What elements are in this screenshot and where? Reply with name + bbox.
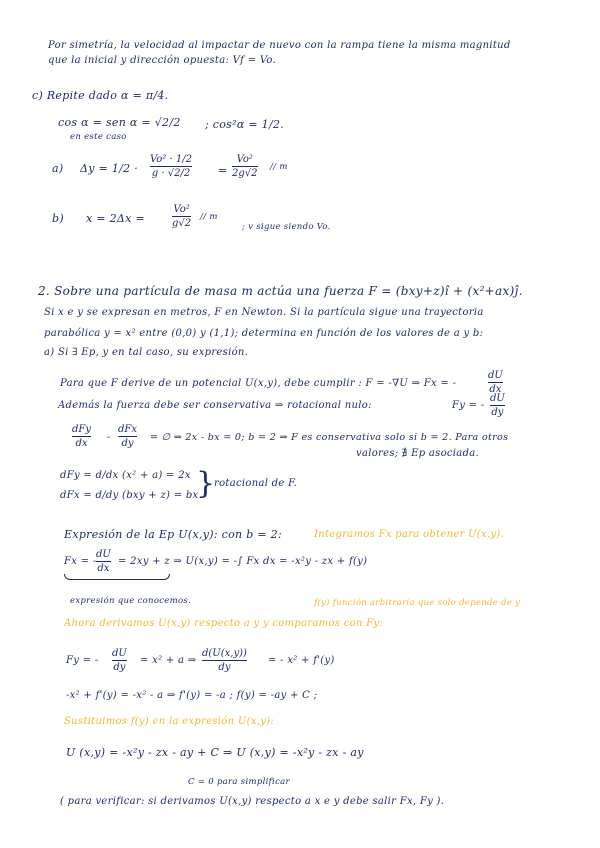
u-final: U (x,y) = -x²y - zx - ay + C ⇒ U (x,y) = -x²y - zx - ay [66, 746, 364, 759]
case-c-cos-sen: cos α = sen α = √2/2 [58, 116, 181, 129]
case-c-heading: c) Repite dado α = π/4. [32, 89, 169, 102]
case-c-b-note: ; v sigue siendo Vo. [242, 222, 331, 232]
case-c-a-lhs: Δy = 1/2 · [80, 162, 139, 175]
case-c-b-fraction [172, 204, 191, 229]
rotational-label: rotacional de F. [214, 478, 298, 489]
intro-line-2: que la inicial y dirección opuesta: Vf = Vo. [48, 55, 277, 66]
fx-fraction [96, 549, 111, 574]
fy-lhs: Fy = - [452, 400, 485, 411]
fy2-frac2-den: dy [218, 662, 231, 673]
fy2-frac-num: dU [112, 648, 127, 659]
rot-term-1-den: dx [75, 438, 88, 449]
fy-frac-den: dy [491, 407, 504, 418]
substitute-heading: Sustituimos f(y) en la expresión U(x,y): [64, 716, 275, 727]
case-c-b-numerator: Vo² [173, 204, 190, 215]
fx-frac-den: dx [97, 563, 110, 574]
f-prime-line: -x² + f'(y) = -x² - a ⇒ f'(y) = -a ; f(y) = -ay + C ; [66, 690, 318, 701]
conservative-note: Además la fuerza debe ser conservativa ⇒ rotacional nulo: [58, 400, 372, 411]
fraction-bar [112, 660, 127, 661]
case-c-cos2: ; cos²α = 1/2. [205, 118, 285, 131]
problem-2-part-a: a) Si ∃ Ep, y en tal caso, su expresión. [44, 347, 249, 358]
condition-fraction [488, 370, 503, 395]
rot-minus: - [107, 432, 111, 443]
condition-frac-num: dU [488, 370, 503, 381]
case-c-a-fraction [150, 154, 192, 179]
integrate-hint: Integramos Fx para obtener U(x,y). [314, 529, 505, 540]
fx-integration: = 2xy + z ⇒ U(x,y) = -∫ Fx dx = -x²y - zx + f(y) [118, 556, 368, 567]
fraction-bar [72, 436, 91, 437]
underbrace [64, 574, 170, 580]
fy2-rest: = - x² + f'(y) [268, 655, 335, 666]
intro-line-1: Por simetría, la velocidad al impactar de nuevo con la rampa tiene la misma magnitud [48, 40, 511, 51]
case-c-a-result [232, 154, 258, 179]
fy2-fraction-2 [202, 648, 247, 673]
dfy-line: dFy = d/dx (x² + a) = 2x [60, 470, 191, 481]
problem-2-statement: 2. Sobre una partícula de masa m actúa una fuerza F = (bxy+z)î + (x²+ax)ĵ. [38, 284, 523, 298]
rot-term-2 [118, 424, 137, 449]
fy2-fraction [112, 648, 127, 673]
rot-term-2-den: dy [121, 438, 134, 449]
case-c-note: en este caso [70, 132, 127, 142]
derive-y-heading: Ahora derivamos U(x,y) respecto a y y comparamos con Fy: [64, 618, 383, 629]
fy2-lhs: Fy = - [66, 655, 99, 666]
case-c-a-result-den: 2g√2 [232, 168, 258, 179]
fy-function-note: f(y) función arbitraria que solo depende de y [314, 598, 521, 608]
fraction-bar [172, 216, 191, 217]
potential-condition: Para que F derive de un potencial U(x,y), debe cumplir : F = -∇U ⇒ Fx = - [60, 378, 457, 389]
condition-frac-den: dx [489, 384, 502, 395]
rot-result-2: valores; ∄ Ep asociada. [356, 448, 480, 459]
problem-2-line-3: parabólica y = x² entre (0,0) y (1,1); determina en función de los valores de a y b: [44, 328, 484, 339]
fraction-bar [118, 436, 137, 437]
fx-lhs: Fx = - [64, 556, 97, 567]
dfx-line: dFx = d/dy (bxy + z) = bx [60, 490, 199, 501]
case-c-a-numerator: Vo² · 1/2 [150, 154, 192, 165]
fx-frac-num: dU [96, 549, 111, 560]
fy-fraction [490, 393, 505, 418]
case-c-a-label: a) [52, 162, 64, 175]
fy2-frac2-num: d(U(x,y)) [202, 648, 247, 659]
rot-term-1-num: dFy [72, 424, 91, 435]
case-c-a-denominator: g · √2/2 [151, 168, 191, 179]
fraction-bar [488, 382, 503, 383]
rot-term-2-num: dFx [118, 424, 137, 435]
ep-expression-heading: Expresión de la Ep U(x,y): con b = 2: [64, 528, 282, 541]
case-c-a-result-num: Vo² [236, 154, 253, 165]
fraction-bar [150, 166, 192, 167]
rot-result: = ∅ ⇒ 2x - bx = 0; b = 2 ⇒ F es conservativa solo si b = 2. Para otros [150, 432, 509, 443]
fraction-bar [96, 561, 111, 562]
rot-term-1 [72, 424, 91, 449]
fraction-bar [232, 166, 258, 167]
verify-note: ( para verificar: si derivamos U(x,y) respecto a x e y debe salir Fx, Fy ). [60, 796, 445, 807]
fy2-mid: = x² + a ⇒ [140, 655, 197, 666]
case-c-b-unit: // m [200, 212, 218, 222]
case-c-a-unit: // m [270, 162, 288, 172]
fy-frac-num: dU [490, 393, 505, 404]
c-zero-note: C = 0 para simplificar [188, 777, 290, 787]
fraction-bar [490, 405, 505, 406]
case-c-b-denominator: g√2 [172, 218, 192, 229]
case-c-b-label: b) [52, 212, 64, 225]
problem-2-line-2: Si x e y se expresan en metros, F en Newton. Si la partícula sigue una trayectoria [44, 307, 484, 318]
case-c-a-equals: = [218, 164, 228, 177]
case-c-b-lhs: x = 2Δx = [86, 212, 145, 225]
fraction-bar [202, 660, 247, 661]
right-brace: } [196, 466, 216, 501]
known-expression: expresión que conocemos. [70, 596, 192, 606]
fy2-frac-den: dy [113, 662, 126, 673]
